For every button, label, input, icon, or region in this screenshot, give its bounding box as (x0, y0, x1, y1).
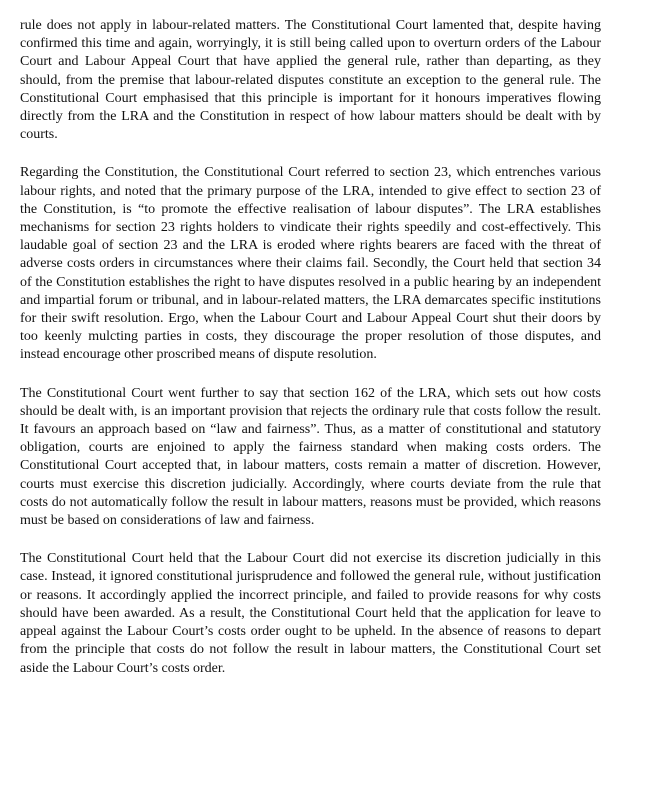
paragraph-2: Regarding the Constitution, the Constitutional Court referred to section 23, which entrenches various labour rights, and noted that the primary purpose of the LRA, intended to give effect to section 23 of the Constitution, is “to promote the effective realisation of labour disputes”. The LRA establishes mechanisms for section 23 rights holders to vindicate their rights speedily and cost-effectively. This laudable goal of section 23 and the LRA is eroded where rights bearers are faced with the threat of adverse costs orders in circumstances where their claims fail. Secondly, the Court held that section 34 of the Constitution establishes the right to have disputes resolved in a public hearing by an independent and impartial forum or tribunal, and in labour-related matters, the LRA demarcates specific institutions for their swift resolution. Ergo, when the Labour Court and Labour Appeal Court shut their doors by too keenly mulcting parties in costs, they discourage the proper resolution of those disputes, and instead encourage other proscribed means of dispute resolution. (20, 165, 601, 363)
paragraph-4: The Constitutional Court held that the Labour Court did not exercise its discretion judicially in this case. Instead, it ignored constitutional jurisprudence and followed the general rule, without justification or reasons. It accordingly applied the incorrect principle, and failed to provide reasons for why costs should have been awarded. As a result, the Constitutional Court held that the application for leave to appeal against the Labour Court’s costs order ought to be upheld. In the absence of reasons to depart from the principle that costs do not follow the result in labour matters, the Constitutional Court set aside the Labour Court’s costs order. (20, 551, 601, 676)
paragraph-1: rule does not apply in labour-related matters. The Constitutional Court lamented that, despite having confirmed this time and again, worryingly, it is still being called upon to overturn orders of the Labour Court and Labour Appeal Court that have applied the general rule, rather than departing, as they should, from the premise that labour-related disputes constitute an exception to the general rule. The Constitutional Court emphasised that this principle is important for it honours imperatives flowing directly from the LRA and the Constitution in respect of how labour matters should be dealt with by courts. (20, 18, 601, 143)
paragraph-3: The Constitutional Court went further to say that section 162 of the LRA, which sets out how costs should be dealt with, is an important provision that rejects the ordinary rule that costs follow the result. It favours an approach based on “law and fairness”. Thus, as a matter of constitutional and statutory obligation, courts are enjoined to apply the fairness standard when making costs orders. The Constitutional Court accepted that, in labour matters, costs remain a matter of discretion. However, courts must exercise this discretion judicially. Accordingly, where courts deviate from the rule that costs do not automatically follow the result in labour matters, reasons must be provided, which reasons must be based on considerations of law and fairness. (20, 385, 601, 529)
document-page (20, 17, 601, 678)
